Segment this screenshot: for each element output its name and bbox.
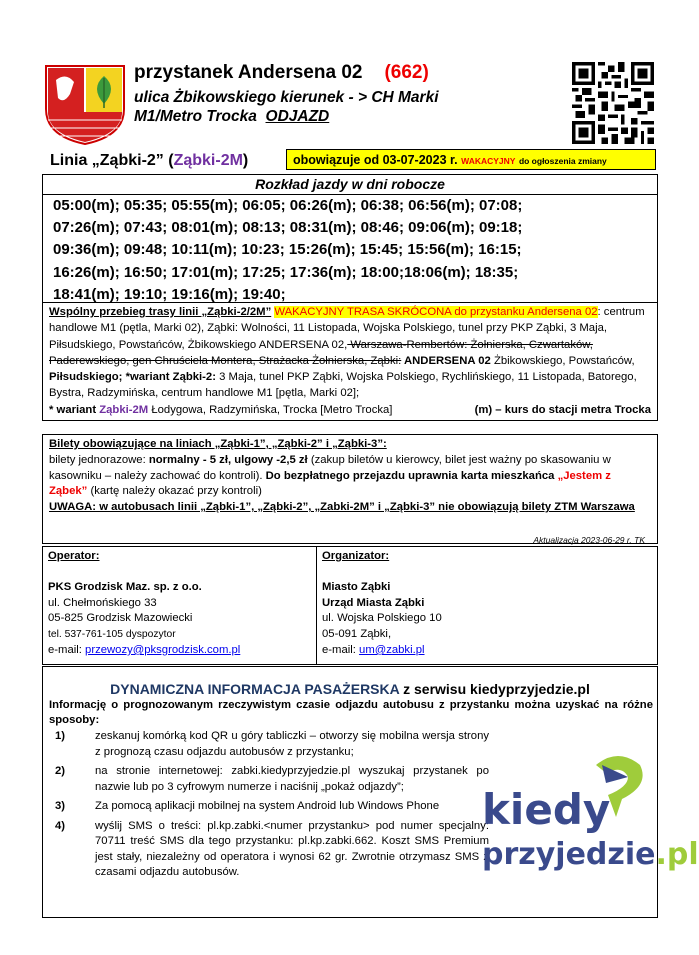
free-ride-note: Do bezpłatnego przejazdu uprawnia karta mieszkańca — [265, 469, 558, 482]
list-item — [53, 819, 489, 881]
route-text-3: 3 Maja, tunel PKP Ząbki, Wojska Polskiego, Rychlińskiego, 11 Listopada, Batorego, Bystra, Radzymińska, centrum handlowe M1 [pętla, Marki 02]; — [49, 371, 637, 400]
operator-column — [43, 547, 317, 664]
stop-number: (662) — [384, 62, 429, 83]
validity-note: do ogłoszenia zmiany — [518, 156, 607, 166]
route-highlight: WAKACYJNY TRASA SKRÓCONA do przystanku Andersena 02 — [274, 306, 598, 318]
direction-line-1: ulica Żbikowskiego kierunek - > CH Marki — [134, 89, 439, 106]
variant-route: Łodygowa, Radzymińska, Trocka [Metro Trocka] — [148, 403, 393, 416]
dynamic-info-intro: Informację o prognozowanym rzeczywistym czasie odjazdu autobusu z przystanku można uzyskać na różne sposoby: — [49, 699, 653, 726]
logo-word-2 — [482, 837, 699, 872]
logo-domain: .pl — [655, 837, 699, 872]
validity-badge — [286, 149, 656, 170]
direction-text — [134, 88, 439, 126]
validity-date: obowiązuje od 03-07-2023 r. — [293, 153, 458, 167]
organizer-heading: Organizator: — [322, 550, 390, 562]
city-crest-logo — [44, 64, 126, 146]
tickets-box — [42, 434, 658, 544]
stop-name: przystanek Andersena 02 — [134, 62, 363, 83]
validity-holiday: WAKACYJNY — [461, 156, 516, 166]
times-row: 16:26(m); 16:50; 17:01(m); 17:25; 17:36(m); 18:00;18:06(m); 18:35; — [53, 263, 519, 281]
organizer-office: Urząd Miasta Ząbki — [322, 596, 425, 609]
operator-street: ul. Chełmońskiego 33 — [48, 596, 157, 609]
departure-times — [53, 195, 653, 306]
step-text: wyślij SMS o treści: pl.kp.zabki.<numer przystanku> pod numer specjalny: 70711 treść SMS dla tego przystanku: pl.kp.zabki.662. Koszt SMS Premium jest stały, niezależny od operatora i wynosi 62 gr. Zwrotnie otrzymasz SMS z czasami odjazdu autobusów. — [95, 819, 489, 878]
variant-label: * wariant — [49, 403, 100, 416]
tickets-note: (zakup biletów u kierowcy, bilet jest ważny po skasowaniu w kasowniku – należy zachować do kontroli). — [49, 453, 611, 482]
variant-name: Ząbki-2M — [99, 403, 149, 416]
operator-city: 05-825 Grodzisk Mazowiecki — [48, 612, 193, 625]
tickets-title: Bilety obowiązujące na liniach „Ząbki-1”, „Ząbki-2” i „Ząbki-3”: — [49, 438, 387, 450]
operator-heading: Operator: — [48, 550, 100, 562]
schedule-title: Rozkład jazdy w dni robocze — [43, 175, 657, 195]
destination: M1/Metro Trocka — [134, 108, 257, 125]
step-number: 1) — [55, 730, 66, 742]
line-variant: Ząbki-2M — [173, 152, 243, 169]
info-title-service: z serwisu kiedyprzyjedzie.pl — [403, 681, 590, 697]
organizer-city: 05-091 Ząbki, — [322, 628, 392, 641]
route-strikethrough: Warszawa-Rembertów: Żołnierska, Czwartaków, Paderewskiego, gen Chruściela Montera, Strażacka Żołnierska, Ząbki: — [49, 338, 593, 367]
line-close: ) — [242, 152, 249, 169]
times-row: 05:00(m); 05:35; 05:55(m); 06:05; 06:26(m); 06:38; 06:56(m); 07:08; — [53, 197, 523, 214]
kiedyprzyjedzie-logo — [476, 755, 699, 885]
line-label: Linia „Ząbki-2” ( — [50, 152, 174, 169]
operator-email-link[interactable]: przewozy@pksgrodzisk.com.pl — [85, 643, 241, 656]
step-number: 2) — [55, 765, 66, 777]
route-description — [43, 302, 657, 418]
times-row: 07:26(m); 07:43; 08:01(m); 08:13; 08:31(m); 08:46; 09:06(m); 09:18; — [53, 219, 523, 237]
resident-card: „Jestem z Ząbek” — [49, 469, 611, 498]
organizer-column — [317, 547, 657, 664]
ticket-prices: normalny - 5 zł, ulgowy -2,5 zł — [148, 453, 308, 466]
route-text-2: Żbikowskiego, Powstańców, — [490, 354, 635, 367]
schedule-box — [42, 174, 658, 421]
step-text: na stronie internetowej: zabki.kiedyprzyjedzie.pl wyszukaj przystanek po nazwie lub po 3 cyfrowym numerze i naciśnij „pokaż odjazdy”; — [95, 765, 489, 793]
step-number: 3) — [55, 800, 66, 812]
ztm-warning: UWAGA: w autobusach linii „Ząbki-1”, „Ząbki-2”, „Zabki-2M” i „Ząbki-3” nie obowiązują bilety ZTM Warszawa — [49, 501, 635, 514]
organizer-name: Miasto Ząbki — [322, 580, 391, 593]
route-stop: ANDERSENA 02 — [401, 354, 491, 367]
route-title: Wspólny przebieg trasy linii „Ząbki-2/2M” — [49, 306, 272, 318]
operator-name: PKS Grodzisk Maz. sp. z o.o. — [48, 580, 202, 593]
email-label: e-mail: — [322, 643, 360, 656]
list-item — [53, 799, 489, 815]
list-item — [53, 729, 489, 760]
line-name — [50, 152, 248, 170]
operator-phone: tel. 537-761-105 dyspozytor — [48, 629, 176, 641]
info-title-main: DYNAMICZNA INFORMACJA PASAŻERSKA — [110, 681, 404, 697]
legend-m: (m) – kurs do stacji metra Trocka — [474, 403, 651, 416]
times-row: 18:41(m); 19:10; 19:16(m); 19:40; — [53, 285, 286, 303]
list-item — [53, 764, 489, 795]
times-row: 09:36(m); 09:48; 10:11(m); 10:23; 15:26(m); 15:45; 15:56(m); 16:15; — [53, 241, 522, 259]
email-label: e-mail: — [48, 643, 86, 656]
dynamic-info-title — [43, 681, 657, 697]
route-variant-2: Piłsudskiego; *wariant Ząbki-2: — [49, 371, 216, 384]
step-text: zeskanuj komórką kod QR u góry tabliczki – otworzy się mobilna wersja strony z prognozą czasu odjazdu autobusów z przystanku; — [95, 730, 489, 758]
step-number: 4) — [55, 819, 66, 832]
organizer-email-link[interactable]: um@zabki.pl — [359, 643, 425, 656]
qr-code-icon[interactable] — [572, 62, 654, 144]
step-text: Za pomocą aplikacji mobilnej na system Android lub Windows Phone — [95, 800, 440, 812]
logo-word-1: kiedy — [482, 785, 611, 834]
route-text: : centrum handlowe M1 (pętla, Marki 02), Ząbki: Wolności, 11 Listopada, Wojska Polskiego, tunel przy PKP Ząbki, 3 Maja, Piłsudskiego, Powstańców, Żbikowskiego ANDERSENA 02, — [49, 306, 645, 351]
tickets-text: bilety jednorazowe: — [49, 453, 149, 466]
update-date: Aktualizacja 2023-06-29 r. TK — [533, 535, 645, 545]
contacts-box — [42, 546, 658, 665]
departure-label: ODJAZD — [265, 108, 330, 125]
card-note: (kartę należy okazać przy kontroli) — [87, 485, 262, 498]
steps-list — [53, 729, 489, 885]
stop-title — [134, 62, 429, 84]
organizer-street: ul. Wojska Polskiego 10 — [322, 612, 442, 625]
direction-line-2 — [134, 107, 439, 126]
logo-word-2-text: przyjedzie — [482, 837, 656, 872]
